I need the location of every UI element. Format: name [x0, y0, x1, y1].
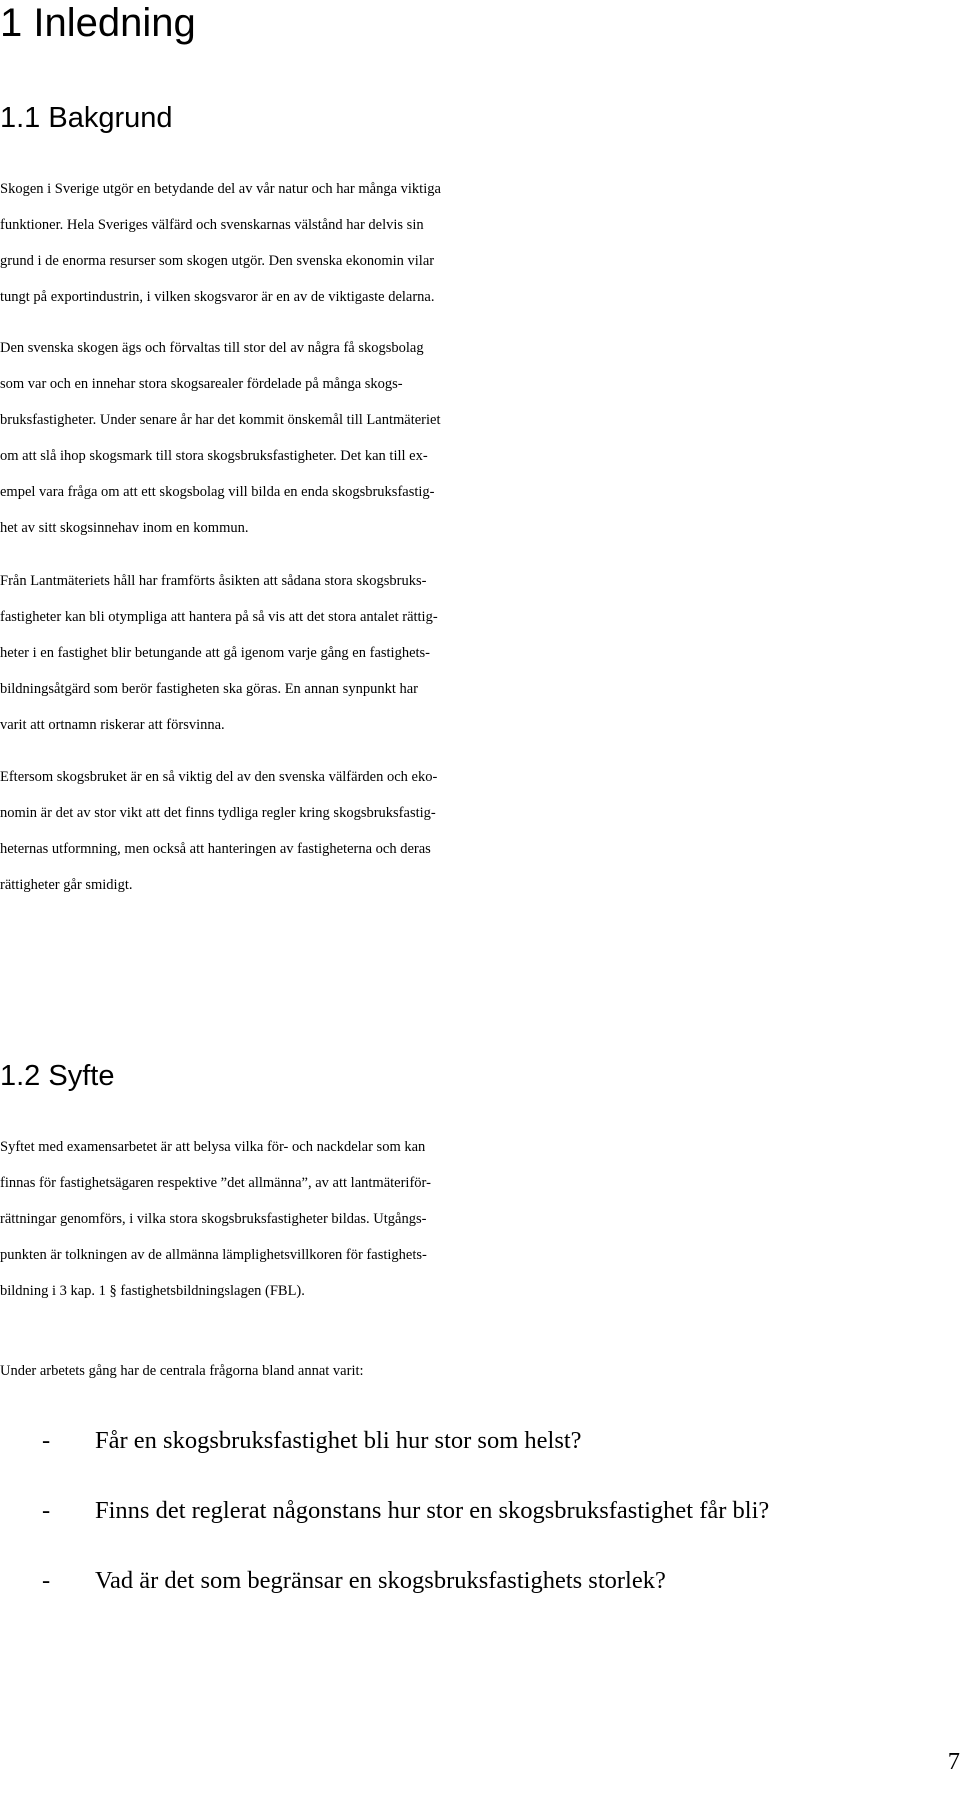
list-marker: - [42, 1427, 51, 1454]
paragraph-line: bruksfastigheter. Under senare år har det kommit önskemål till Lantmäteriet [0, 412, 441, 428]
paragraph-line: funktioner. Hela Sveriges välfärd och svenskarnas välstånd har delvis sin [0, 217, 424, 233]
paragraph-bakgrund-3 [0, 563, 960, 743]
paragraph-bakgrund-1 [0, 171, 960, 315]
paragraph-line: punkten är tolkningen av de allmänna lämplighetsvillkoren för fastighets- [0, 1247, 427, 1263]
question-item [0, 1423, 960, 1459]
paragraph-line: om att slå ihop skogsmark till stora skogsbruksfastigheter. Det kan till ex- [0, 448, 428, 464]
paragraph-line: som var och en innehar stora skogsarealer fördelade på många skogs- [0, 376, 403, 392]
paragraph-line: nomin är det av stor vikt att det finns tydliga regler kring skogsbruksfastig- [0, 805, 436, 821]
paragraph-line: empel vara fråga om att ett skogsbolag vill bilda en enda skogsbruksfastig- [0, 484, 435, 500]
paragraph-line: heternas utformning, men också att hanteringen av fastigheterna och deras [0, 841, 431, 857]
section-heading-syfte: 1.2 Syfte [0, 1060, 115, 1092]
paragraph-line: fastigheter kan bli otympliga att hantera på så vis att det stora antalet rättig- [0, 609, 438, 625]
paragraph-line: rättningar genomförs, i vilka stora skogsbruksfastigheter bildas. Utgångs- [0, 1211, 427, 1227]
paragraph-line: finnas för fastighetsägaren respektive ”det allmänna”, av att lantmäteriför- [0, 1175, 431, 1191]
paragraph-line: varit att ortnamn riskerar att försvinna. [0, 717, 225, 733]
paragraph-line: tungt på exportindustrin, i vilken skogsvaror är en av de viktigaste delarna. [0, 289, 435, 305]
paragraph-syfte-1 [0, 1129, 960, 1309]
chapter-heading: 1 Inledning [0, 1, 196, 45]
page-number: 7 [947, 1748, 960, 1775]
list-marker: - [42, 1567, 51, 1594]
question-text: Vad är det som begränsar en skogsbruksfastighets storlek? [95, 1567, 666, 1594]
paragraph-line: bildningsåtgärd som berör fastigheten ska göras. En annan synpunkt har [0, 681, 418, 697]
paragraph-line: grund i de enorma resurser som skogen utgör. Den svenska ekonomin vilar [0, 253, 435, 269]
question-text: Finns det reglerat någonstans hur stor en skogsbruksfastighet får bli? [95, 1497, 770, 1524]
section-heading-bakgrund: 1.1 Bakgrund [0, 102, 173, 134]
paragraph-line: Från Lantmäteriets håll har framförts åsikten att sådana stora skogsbruks- [0, 573, 427, 589]
paragraph-line: Syftet med examensarbetet är att belysa vilka för- och nackdelar som kan [0, 1139, 426, 1155]
paragraph-bakgrund-2 [0, 330, 960, 546]
question-text: Får en skogsbruksfastighet bli hur stor som helst? [95, 1427, 582, 1454]
paragraph-line: bildning i 3 kap. 1 § fastighetsbildningslagen (FBL). [0, 1283, 305, 1299]
paragraph-line: het av sitt skogsinnehav inom en kommun. [0, 520, 249, 536]
question-item [0, 1563, 960, 1599]
paragraph-line: Den svenska skogen ägs och förvaltas till stor del av några få skogsbolag [0, 340, 424, 356]
paragraph-line: rättigheter går smidigt. [0, 877, 133, 893]
paragraph-bakgrund-4 [0, 759, 960, 903]
paragraph-line: Skogen i Sverige utgör en betydande del av vår natur och har många viktiga [0, 181, 441, 197]
question-item [0, 1493, 960, 1529]
list-marker: - [42, 1497, 51, 1524]
paragraph-line: Eftersom skogsbruket är en så viktig del av den svenska välfärden och eko- [0, 769, 438, 785]
paragraph-syfte-2 [0, 1353, 960, 1389]
paragraph-line: heter i en fastighet blir betungande att gå igenom varje gång en fastighets- [0, 645, 431, 661]
paragraph-line: Under arbetets gång har de centrala frågorna bland annat varit: [0, 1363, 364, 1379]
